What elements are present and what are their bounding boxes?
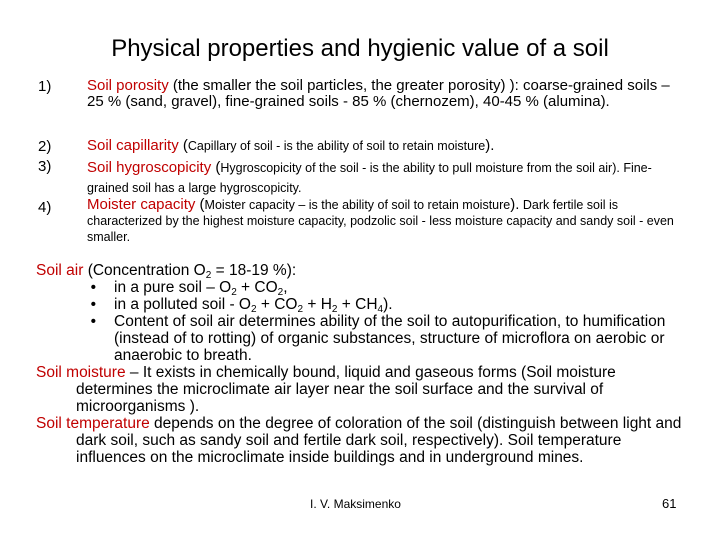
text: + CH — [337, 296, 378, 313]
paren-open: ( — [195, 196, 205, 213]
text: in a pure soil – O — [114, 279, 232, 296]
term-soil-air: Soil air — [36, 262, 84, 279]
subscript: 2 — [277, 287, 284, 298]
page-title: Physical properties and hygienic value of a soil — [111, 35, 609, 62]
soil-air-text: = 18-19 %): — [211, 262, 297, 279]
soil-moisture-text: – It exists in chemically bound, liquid and gaseous forms (Soil moisture determines the microclimate air layer near the soil surface and the survival of microorganisms ). — [76, 364, 616, 415]
term-porosity: Soil porosity — [87, 77, 169, 94]
bullet-icon: • — [90, 313, 96, 330]
paren-open: ( — [178, 137, 188, 154]
paren-open: ( — [211, 159, 221, 176]
author-footer: I. V. Maksimenko — [310, 497, 401, 511]
paren-close: ). — [510, 196, 520, 213]
soil-moisture-paragraph — [36, 364, 686, 415]
list-item-capillarity — [87, 138, 687, 154]
soil-properties-section — [36, 262, 686, 466]
hygroscopicity-text: Hygroscopicity of the soil - is the ability to pull moisture from the soil air). Fine-grained soil has a large hygroscopicity. — [87, 161, 652, 195]
subscript: 2 — [297, 304, 304, 315]
soil-air-heading — [36, 262, 686, 279]
text: in a polluted soil - O — [114, 296, 251, 313]
subscript: 2 — [205, 270, 212, 281]
bullet-text: Content of soil air determines ability of the soil to autopurification, to humification (instead of to rotting) of organic substances, structure of microflora on aerobic or anaerobic to breath. — [114, 313, 666, 364]
list-item-hygroscopicity — [87, 158, 687, 198]
text: + H — [303, 296, 332, 313]
text: ). — [383, 296, 393, 313]
soil-temperature-paragraph — [36, 415, 686, 466]
item-number: 4) — [38, 199, 52, 216]
capillarity-text: Capillary of soil - is the ability of soil to retain moisture — [187, 139, 486, 153]
term-soil-temperature: Soil temperature — [36, 415, 150, 432]
item-number: 3) — [38, 158, 52, 175]
moister-capacity-extra: Dark fertile soil is characterized by the highest moisture capacity, podzolic soil - less moisture capacity and sandy soil - even smaller. — [87, 198, 674, 244]
bullet-polluted-soil — [36, 296, 686, 313]
text: + CO — [256, 296, 298, 313]
soil-air-text: (Concentration O — [83, 262, 206, 279]
list-item-moister-capacity — [87, 197, 687, 245]
paren-close: ). — [485, 137, 495, 154]
soil-temperature-text: depends on the degree of coloration of the soil (distinguish between light and dark soil, such as sandy soil and fertile dark soil, respectively). Soil temperature influences on the microclimate inside buildings and in underground mines. — [76, 415, 682, 466]
subscript: 4 — [377, 304, 384, 315]
text: + CO — [236, 279, 278, 296]
moister-capacity-text: Moister capacity – is the ability of soil to retain moisture — [204, 198, 511, 212]
bullet-text — [114, 279, 686, 296]
subscript: 2 — [251, 304, 257, 315]
bullet-icon: • — [90, 279, 96, 296]
term-soil-moisture: Soil moisture — [36, 364, 126, 381]
porosity-text: (the smaller the soil particles, the greater porosity) ): coarse-grained soils – 25 % (sand, gravel), fine-grained soils - 85 % (chernozem), 40-45 % (alumina). — [87, 77, 670, 110]
bullet-pure-soil — [36, 279, 686, 296]
text: , — [283, 279, 288, 296]
item-number: 1) — [38, 78, 52, 95]
term-moister-capacity: Moister capacity — [87, 196, 196, 213]
term-hygroscopicity: Soil hygroscopicity — [87, 159, 212, 176]
subscript: 2 — [331, 304, 338, 315]
subscript: 2 — [231, 287, 237, 298]
list-item-porosity — [87, 78, 687, 110]
bullet-icon: • — [90, 296, 96, 313]
bullet-text — [114, 296, 686, 313]
term-capillarity: Soil capillarity — [87, 137, 179, 154]
bullet-soil-air-content — [36, 313, 686, 364]
item-number: 2) — [38, 138, 52, 155]
page-number: 61 — [662, 496, 677, 511]
